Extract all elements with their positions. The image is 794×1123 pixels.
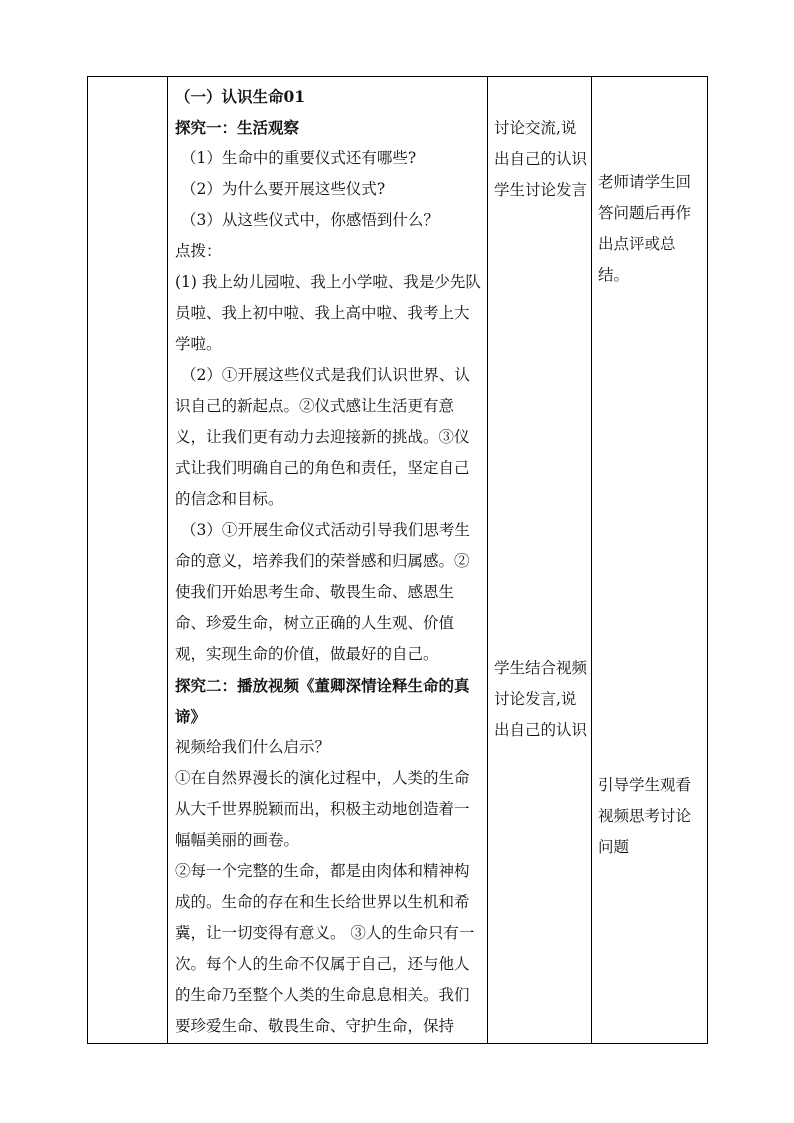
teaching-content-cell: [168, 77, 488, 1044]
student-activity-cell: [488, 77, 592, 1044]
teacher-activity-1: 老师请学生回答问题后再作出点评或总结。: [598, 173, 692, 284]
explore2-question: 视频给我们什么启示？: [175, 738, 331, 756]
teacher-activity-2: 引导学生观看视频思考讨论问题: [598, 776, 692, 856]
point-2: ②每一个完整的生命，都是由肉体和精神构成的。生命的存在和生长给世界以生机和希冀，让一切变得有意义。 ③人的生命只有一次。每个人的生命不仅属于自己，还与他人的生命乃至整个人类的生命息息相关。我们要珍爱生命、敬畏生命、守护生命，保持: [175, 862, 475, 1035]
question-2: （2）为什么要开展这些仪式?: [181, 180, 386, 198]
teacher-activity-cell: [592, 77, 708, 1044]
table-row: [88, 77, 708, 1044]
lesson-plan-table: [87, 76, 708, 1044]
question-3: （3）从这些仪式中，你感悟到什么？: [181, 211, 439, 229]
question-1: （1）生命中的重要仪式还有哪些?: [181, 149, 417, 167]
point-1: ①在自然界漫长的演化过程中，人类的生命从大千世界脱颖而出，积极主动地创造着一幅幅美丽的画卷。: [175, 769, 470, 849]
hint-1: (1) 我上幼儿园啦、我上小学啦、我是少先队员啦、我上初中啦、我上高中啦、我考上大学啦。: [175, 273, 481, 353]
student-activity-1: 讨论交流,说出自己的认识 学生讨论发言: [494, 119, 588, 199]
hint-label: 点拨：: [175, 242, 222, 260]
explore1-heading: 探究一：生活观察: [175, 118, 300, 137]
hint-3: （3）①开展生命仪式活动引导我们思考生命的意义，培养我们的荣誉感和归属感。②使我们开始思考生命、敬畏生命、感恩生命、珍爱生命，树立正确的人生观、价值观，实现生命的价值，做最好的自己。: [175, 521, 470, 663]
explore2-heading: 探究二：播放视频《董卿深情诠释生命的真谛》: [175, 676, 470, 726]
student-activity-2: 学生结合视频讨论发言,说出自己的认识: [494, 659, 588, 739]
hint-2: （2）①开展这些仪式是我们认识世界、认识自己的新起点。②仪式感让生活更有意义，让我们更有动力去迎接新的挑战。③仪式让我们明确自己的角色和责任，坚定自己的信念和目标。: [175, 366, 470, 508]
blank-column-cell: [88, 77, 168, 1044]
section-title: （一）认识生命01: [175, 87, 306, 106]
